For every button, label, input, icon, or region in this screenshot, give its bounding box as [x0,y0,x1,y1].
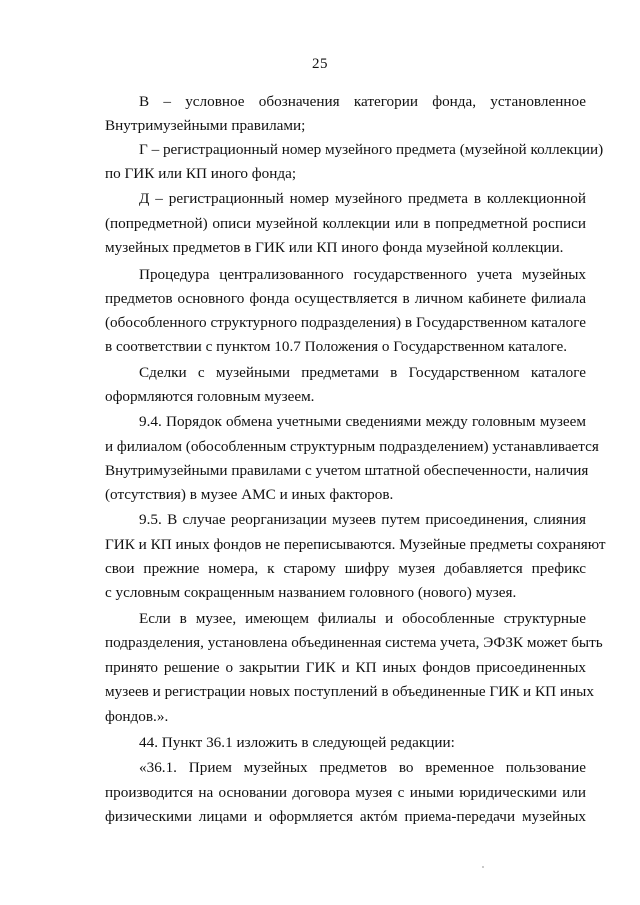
text-line: в соответствии с пунктом 10.7 Положения о Государственном каталоге. [105,338,568,355]
text-line: Процедура централизованного государственного учета музейных [139,266,586,283]
text-line: В – условное обозначения категории фонда, установленное [139,93,586,110]
text-line: и филиалом (обособленным структурным подразделением) устанавливается [105,438,599,455]
text-line: свои прежние номера, к старому шифру музея добавляется префикс [105,560,586,577]
text-line: по ГИК или КП иного фонда; [105,165,297,182]
text-line: принято решение о закрытии ГИК и КП иных фондов присоединенных [105,659,586,676]
text-line: «36.1. Прием музейных предметов во временное пользование [139,759,586,776]
text-line: (обособленного структурного подразделения) в Государственном каталоге [105,314,586,331]
text-line: производится на основании договора музея с иными юридическими или [105,784,586,801]
text-line: ГИК и КП иных фондов не переписываются. Музейные предметы сохраняют [105,536,606,553]
scan-speck [482,866,484,868]
text-line: оформляются головным музеем. [105,388,315,405]
text-line: (попредметной) описи музейной коллекции или в попредметной росписи [105,215,586,232]
text-line: подразделения, установлена объединенная система учета, ЭФЗК может быть [105,634,603,651]
text-line: фондов.». [105,708,169,725]
text-line: Внутримузейными правилами; [105,117,306,134]
text-line: предметов основного фонда осуществляется в личном кабинете филиала [105,290,586,307]
text-line: Г – регистрационный номер музейного предмета (музейной коллекции) [139,141,604,158]
text-line: Если в музее, имеющем филиалы и обособленные структурные [139,610,586,627]
text-line: Сделки с музейными предметами в Государственном каталоге [139,364,586,381]
text-line: Д – регистрационный номер музейного предмета в коллекционной [139,190,586,207]
text-line: физическими лицами и оформляется актóм приема-передачи музейных [105,808,586,825]
text-line: 9.5. В случае реорганизации музеев путем присоединения, слияния [139,511,586,528]
text-line: с условным сокращенным названием головного (нового) музея. [105,584,517,601]
text-line: музейных предметов в ГИК или КП иного фонда музейной коллекции. [105,239,564,256]
text-line: Внутримузейными правилами с учетом штатной обеспеченности, наличия [105,462,589,479]
page-number: 25 [312,56,328,72]
text-line: 9.4. Порядок обмена учетными сведениями между головным музеем [139,413,586,430]
text-line: 44. Пункт 36.1 изложить в следующей редакции: [139,734,455,751]
text-line: (отсутствия) в музее АМС и иных факторов. [105,486,394,503]
text-line: музеев и регистрации новых поступлений в объединенные ГИК и КП иных [105,683,594,700]
